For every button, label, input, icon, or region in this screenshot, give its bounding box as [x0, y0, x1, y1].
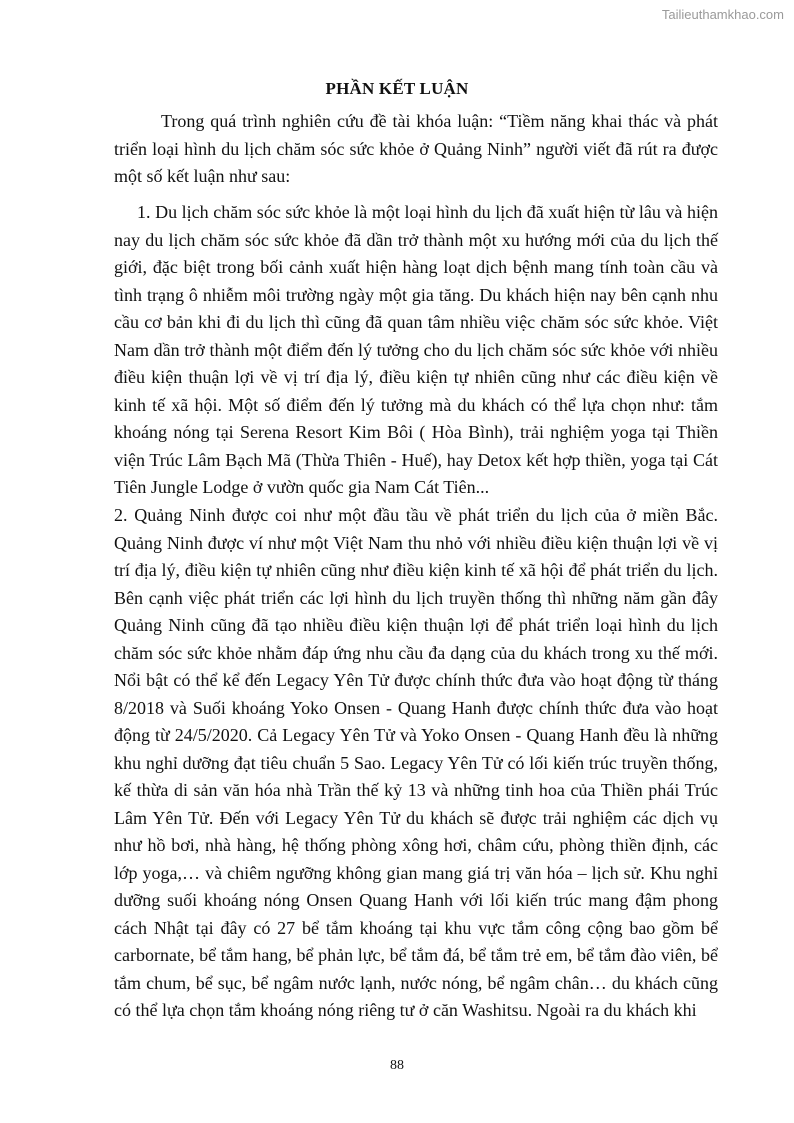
- conclusion-paragraph-2: 2. Quảng Ninh được coi như một đầu tầu về phát triển du lịch của ở miền Bắc. Quảng Ninh được ví như một Việt Nam thu nhỏ với nhiều điều kiện thuận lợi về vị trí địa lý, điều kiện tự nhiên cũng như điều kiện kinh tế xã hội để phát triển du lịch. Bên cạnh việc phát triển các lợi hình du lịch truyền thống thì những năm gần đây Quảng Ninh cũng đã tạo nhiều điều kiện thuận lợi để phát triển loại hình du lịch chăm sóc sức khỏe nhằm đáp ứng nhu cầu đa dạng của du khách trong xu thế mới. Nổi bật có thể kể đến Legacy Yên Tử được chính thức đưa vào hoạt động từ tháng 8/2018 và Suối khoáng Yoko Onsen - Quang Hanh được chính thức đưa vào hoạt động từ 24/5/2020. Cả Legacy Yên Tử và Yoko Onsen - Quang Hanh đều là những khu nghỉ dưỡng đạt tiêu chuẩn 5 Sao. Legacy Yên Tử có lối kiến trúc truyền thống, kế thừa di sản văn hóa nhà Trần thế kỷ 13 và những tinh hoa của Thiền phái Trúc Lâm Yên Tử. Đến với Legacy Yên Tử du khách sẽ được trải nghiệm các dịch vụ như hồ bơi, nhà hàng, hệ thống phòng xông hơi, châm cứu, phòng thiền định, các lớp yoga,… và chiêm ngưỡng không gian mang giá trị văn hóa – lịch sử. Khu nghỉ dưỡng suối khoáng nóng Onsen Quang Hanh với lối kiến trúc mang đậm phong cách Nhật tại đây có 27 bể tắm khoáng tại khu vực tắm công cộng bao gồm bể carbornate, bể tắm hang, bể phản lực, bể tắm đá, bể tắm trẻ em, bể tắm đào viên, bể tắm chum, bể sục, bể ngâm nước lạnh, nước nóng, bể ngâm chân… du khách cũng có thể lựa chọn tắm khoáng nóng riêng tư ở căn Washitsu. Ngoài ra du khách khi: [114, 505, 718, 1020]
- intro-paragraph: Trong quá trình nghiên cứu đề tài khóa luận: “Tiềm năng khai thác và phát triển loại hình du lịch chăm sóc sức khỏe ở Quảng Ninh” người viết đã rút ra được một số kết luận như sau:: [114, 111, 718, 186]
- watermark: Tailieuthamkhao.com: [661, 7, 784, 22]
- conclusion-paragraph-1: 1. Du lịch chăm sóc sức khỏe là một loại hình du lịch đã xuất hiện từ lâu và hiện nay du lịch chăm sóc sức khỏe đã dần trở thành một xu hướng mới của du lịch thế giới, đặc biệt trong bối cảnh xuất hiện hàng loạt dịch bệnh mang tính toàn cầu và tình trạng ô nhiễm môi trường ngày một gia tăng. Du khách hiện nay bên cạnh nhu cầu cơ bản khi đi du lịch thì cũng đã quan tâm nhiều việc chăm sóc sức khỏe. Việt Nam dần trở thành một điểm đến lý tưởng cho du lịch chăm sóc sức khỏe với nhiều điều kiện thuận lợi về vị trí địa lý, điều kiện tự nhiên cũng như các điều kiện về kinh tế xã hội. Một số điểm đến lý tưởng mà du khách có thể lựa chọn như: tắm khoáng nóng tại Serena Resort Kim Bôi ( Hòa Bình), trải nghiệm yoga tại Thiền viện Trúc Lâm Bạch Mã (Thừa Thiên - Huế), hay Detox kết hợp thiền, yoga tại Cát Tiên Jungle Lodge ở vườn quốc gia Nam Cát Tiên...: [114, 202, 718, 497]
- page-title: PHẦN KẾT LUẬN: [325, 79, 469, 98]
- page-number: 88: [390, 1058, 404, 1073]
